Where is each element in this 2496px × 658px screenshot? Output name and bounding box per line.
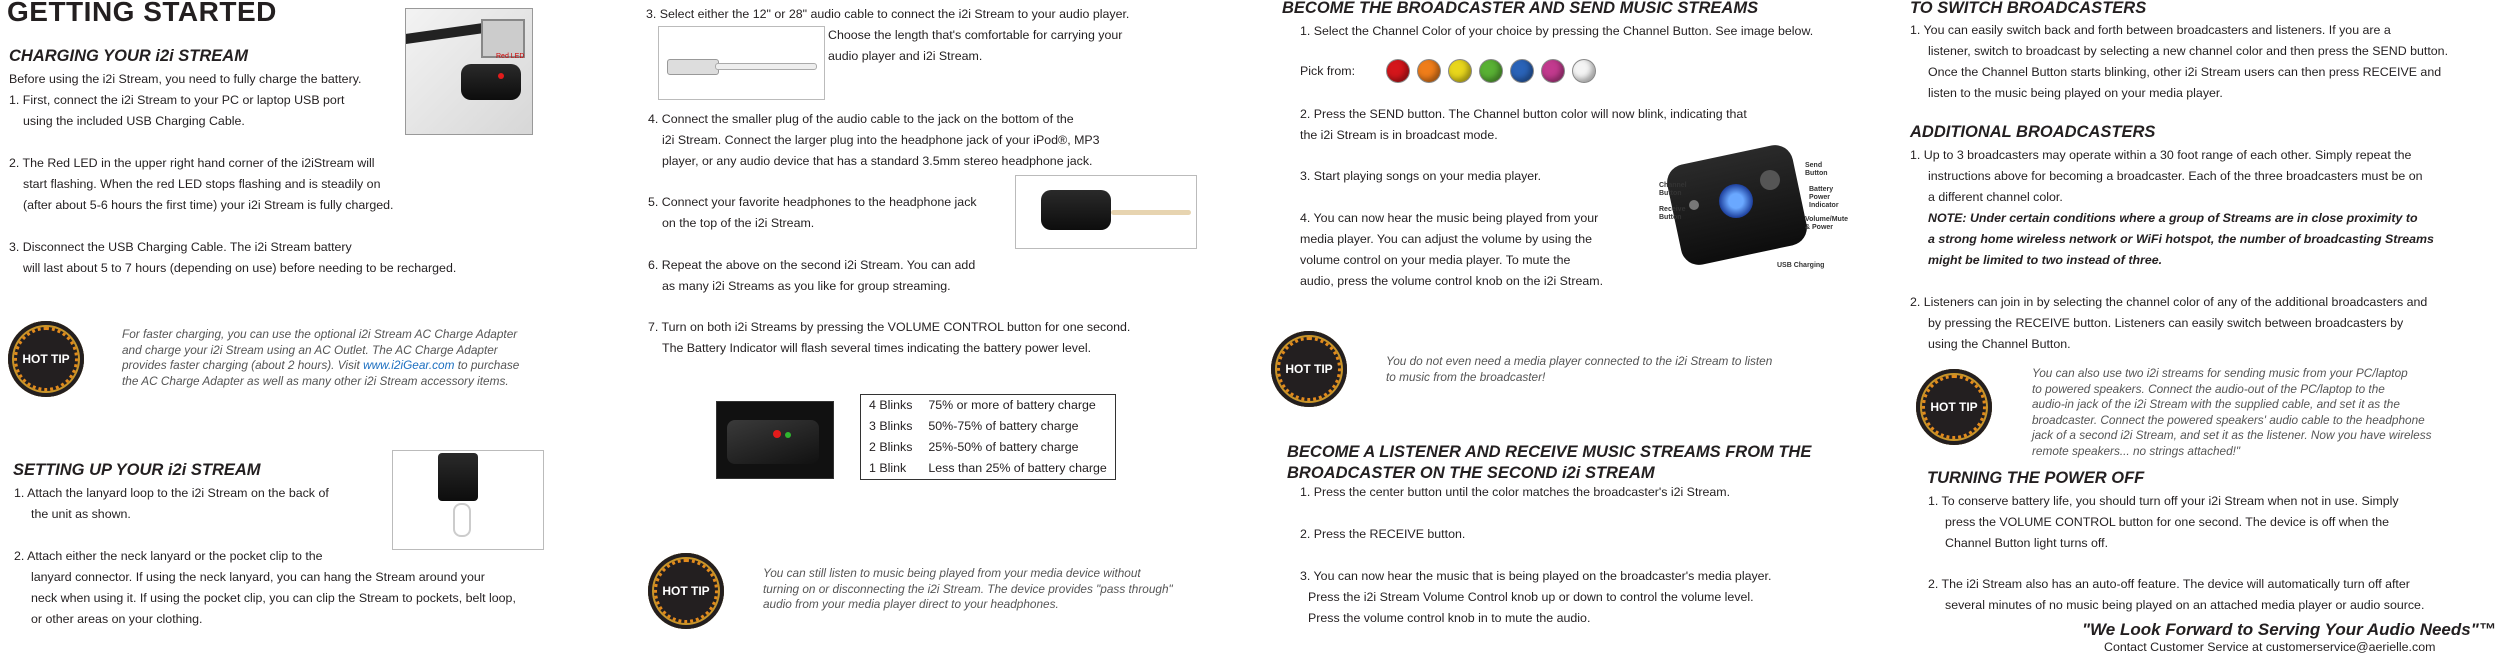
power-line-3: Channel Button light turns off. — [1945, 536, 2109, 550]
setup-step-2: 2. Attach either the neck lanyard or the pocket clip to the — [14, 549, 323, 563]
broadcaster-step-4: 4. You can now hear the music being played from your — [1300, 211, 1599, 225]
usb-charging-photo — [405, 8, 533, 135]
headphone-jack-photo — [1015, 175, 1197, 249]
setup-step-1-cont: the unit as shown. — [31, 507, 131, 521]
broadcaster-heading: BECOME THE BROADCASTER AND SEND MUSIC STREAMS — [1282, 0, 1759, 17]
step4-line3: player, or any audio device that has a standard 3.5mm stereo headphone jack. — [662, 154, 1093, 168]
broadcaster-step-3: 3. Start playing songs on your media player. — [1300, 169, 1542, 183]
note-line-3: might be limited to two instead of three. — [1928, 253, 2163, 267]
step6-line2: as many i2i Streams as you like for group streaming. — [662, 279, 951, 293]
broadcaster-step-4-cont3: audio, press the volume control knob on the i2i Stream. — [1300, 274, 1604, 288]
website-link[interactable]: www.i2iGear.com — [363, 358, 455, 372]
page-title: GETTING STARTED — [7, 0, 277, 27]
switch-line-2: listener, switch to broadcast by selecting a new channel color and then press the SEND button. — [1928, 44, 2449, 58]
device-diagram — [1655, 144, 1849, 279]
listeners-line-3: using the Channel Button. — [1928, 337, 2071, 351]
listener-step-3-cont2: Press the volume control knob in to mute the audio. — [1308, 611, 1591, 625]
hot-tip-text: You can still listen to music being played from your media device without turning on or disconnecting the i2i Stream. The device provides "pass through" audio from your media player direct to your headphones. — [763, 566, 1173, 611]
step4-line2: i2i Stream. Connect the larger plug into the headphone jack of your iPod®, MP3 — [662, 133, 1100, 147]
hot-tip-badge: HOT TIP — [8, 321, 84, 397]
additional-heading: ADDITIONAL BROADCASTERS — [1910, 123, 2156, 141]
listeners-line-2: by pressing the RECEIVE button. Listeners can easily switch between broadcasters by — [1928, 316, 2404, 330]
hot-tip-text: You do not even need a media player connected to the i2i Stream to listen to music from the broadcaster! — [1386, 354, 1773, 384]
volume-label: Volume/Mute & Power — [1805, 216, 1849, 231]
channel-color-swatches — [1387, 60, 1595, 82]
listeners-line-1: 2. Listeners can join in by selecting the channel color of any of the additional broadcasters and — [1910, 295, 2428, 309]
broadcaster-step-2-cont: the i2i Stream is in broadcast mode. — [1300, 128, 1498, 142]
setup-step-2-cont: lanyard connector. If using the neck lanyard, you can hang the Stream around your — [31, 570, 485, 584]
switch-line-3: Once the Channel Button starts blinking, other i2i Stream users can then press RECEIVE and — [1928, 65, 2442, 79]
table-row: 3 Blinks 50%-75% of battery charge — [869, 419, 1079, 433]
battery-blink-table — [860, 394, 1116, 480]
step4-line1: 4. Connect the smaller plug of the audio cable to the jack on the bottom of the — [648, 112, 1074, 126]
lanyard-photo — [392, 450, 544, 550]
listener-step-3-cont: Press the i2i Stream Volume Control knob up or down to control the volume level. — [1308, 590, 1754, 604]
power-heading: TURNING THE POWER OFF — [1927, 469, 2145, 487]
charging-step-3-cont: will last about 5 to 7 hours (depending on use) before needing to be recharged. — [23, 261, 457, 275]
hot-tip-text: For faster charging, you can use the optional i2i Stream AC Charge Adapter and charge your i2i Stream using an AC Outlet. The AC Charge Adapter provides faster charging (about 2 hours). Visit www.i2iGear.com to purchase the AC Charge Adapter as well as many other i2i Stream accessory items. — [122, 327, 520, 388]
setup-step-2-cont3: or other areas on your clothing. — [31, 612, 203, 626]
channel-color-swatch — [1449, 60, 1471, 82]
step6-line1: 6. Repeat the above on the second i2i Stream. You can add — [648, 258, 976, 272]
power-line-4: 2. The i2i Stream also has an auto-off feature. The device will automatically turn off after — [1928, 577, 2410, 591]
hot-tip-badge: HOT TIP — [648, 553, 724, 629]
charging-step-1: 1. First, connect the i2i Stream to your PC or laptop USB port — [9, 93, 345, 107]
step7-line1: 7. Turn on both i2i Streams by pressing the VOLUME CONTROL button for one second. — [648, 320, 1131, 334]
pick-from-label: Pick from: — [1300, 64, 1356, 78]
table-row: 4 Blinks 75% or more of battery charge — [869, 398, 1096, 412]
channel-color-swatch — [1573, 60, 1595, 82]
hot-tip-text: You can also use two i2i streams for sending music from your PC/laptop to powered speakers. Connect the audio-out of the PC/laptop to the audio-in jack of the i2i Stream with the supplied cable, and set it as the broadcaster. Connect the powered speakers' audio cable to the headphone jack of a second i2i Stream, and set it as the listener. Now you have wireless remote speakers... no strings attached!" — [2032, 366, 2432, 458]
additional-line-1: 1. Up to 3 broadcasters may operate within a 30 foot range of each other. Simply repeat the — [1910, 148, 2412, 162]
charging-heading: CHARGING YOUR i2i STREAM — [9, 47, 248, 65]
channel-color-swatch — [1418, 60, 1440, 82]
step3-line1: 3. Select either the 12" or 28" audio cable to connect the i2i Stream to your audio player. — [646, 7, 1130, 21]
switch-line-4: listen to the music being played on your media player. — [1928, 86, 2223, 100]
charging-step-2: 2. The Red LED in the upper right hand corner of the i2iStream will — [9, 156, 375, 170]
step5-line1: 5. Connect your favorite headphones to the headphone jack — [648, 195, 977, 209]
note-line-2: a strong home wireless network or WiFi hotspot, the number of broadcasting Streams — [1928, 232, 2434, 246]
hot-tip-badge: HOT TIP — [1916, 369, 1992, 445]
red-led-label: Red LED — [496, 53, 525, 60]
channel-button-label: Channel Button — [1659, 182, 1687, 197]
slogan: "We Look Forward to Serving Your Audio Needs"™ — [2082, 620, 2496, 639]
setup-step-1: 1. Attach the lanyard loop to the i2i Stream on the back of — [14, 486, 329, 500]
note-line-1: NOTE: Under certain conditions where a group of Streams are in close proximity to — [1928, 211, 2418, 225]
setup-step-2-cont2: neck when using it. If using the pocket clip, you can clip the Stream to pockets, belt loop, — [31, 591, 516, 605]
charging-intro: Before using the i2i Stream, you need to fully charge the battery. — [9, 72, 362, 86]
power-line-1: 1. To conserve battery life, you should turn off your i2i Stream when not in use. Simply — [1928, 494, 2399, 508]
listener-step-2: 2. Press the RECEIVE button. — [1300, 527, 1466, 541]
usb-label: USB Charging — [1777, 262, 1825, 269]
power-line-5: several minutes of no music being played on an attached media player or audio source. — [1945, 598, 2425, 612]
step3-line2: Choose the length that's comfortable for carrying your — [828, 28, 1123, 42]
channel-color-swatch — [1480, 60, 1502, 82]
charging-step-3: 3. Disconnect the USB Charging Cable. The i2i Stream battery — [9, 240, 352, 254]
power-line-2: press the VOLUME CONTROL button for one second. The device is off when the — [1945, 515, 2389, 529]
listener-step-1: 1. Press the center button until the color matches the broadcaster's i2i Stream. — [1300, 485, 1731, 499]
channel-color-swatch — [1542, 60, 1564, 82]
send-button-label: Send Button — [1805, 162, 1828, 177]
table-row: 2 Blinks 25%-50% of battery charge — [869, 440, 1079, 454]
hot-tip-badge: HOT TIP — [1271, 331, 1347, 407]
contact-line: Contact Customer Service at customerservice@aerielle.com — [2104, 640, 2436, 654]
step5-line2: on the top of the i2i Stream. — [662, 216, 815, 230]
switch-heading: TO SWITCH BROADCASTERS — [1910, 0, 2147, 17]
additional-line-3: a different channel color. — [1928, 190, 2063, 204]
listener-heading: BECOME A LISTENER AND RECEIVE MUSIC STREAMS FROM THE BROADCASTER ON THE SECOND i2i STREAM — [1287, 443, 1812, 482]
setup-heading: SETTING UP YOUR i2i STREAM — [13, 461, 261, 479]
charging-step-1-cont: using the included USB Charging Cable. — [23, 114, 245, 128]
broadcaster-step-4-cont2: volume control on your media player. To mute the — [1300, 253, 1571, 267]
battery-indicator-photo — [716, 401, 834, 479]
charging-step-2-cont2: (after about 5-6 hours the first time) your i2i Stream is fully charged. — [23, 198, 394, 212]
channel-color-swatch — [1387, 60, 1409, 82]
broadcaster-step-2: 2. Press the SEND button. The Channel button color will now blink, indicating that — [1300, 107, 1747, 121]
step3-line3: audio player and i2i Stream. — [828, 49, 983, 63]
switch-line-1: 1. You can easily switch back and forth between broadcasters and listeners. If you are a — [1910, 23, 2391, 37]
table-row: 1 Blink Less than 25% of battery charge — [869, 461, 1107, 475]
additional-line-2: instructions above for becoming a broadcaster. Each of the three broadcasters must be on — [1928, 169, 2423, 183]
receive-button-label: Receive Button — [1659, 206, 1686, 221]
listener-step-3: 3. You can now hear the music that is being played on the broadcaster's media player. — [1300, 569, 1772, 583]
channel-color-swatch — [1511, 60, 1533, 82]
step7-line2: The Battery Indicator will flash several times indicating the battery power level. — [662, 341, 1092, 355]
broadcaster-step-1: 1. Select the Channel Color of your choice by pressing the Channel Button. See image below. — [1300, 24, 1814, 38]
charging-step-2-cont: start flashing. When the red LED stops flashing and is steadily on — [23, 177, 381, 191]
audio-cable-photo — [658, 26, 825, 100]
broadcaster-step-4-cont: media player. You can adjust the volume by using the — [1300, 232, 1593, 246]
battery-indicator-label: Battery Power Indicator — [1809, 186, 1839, 209]
